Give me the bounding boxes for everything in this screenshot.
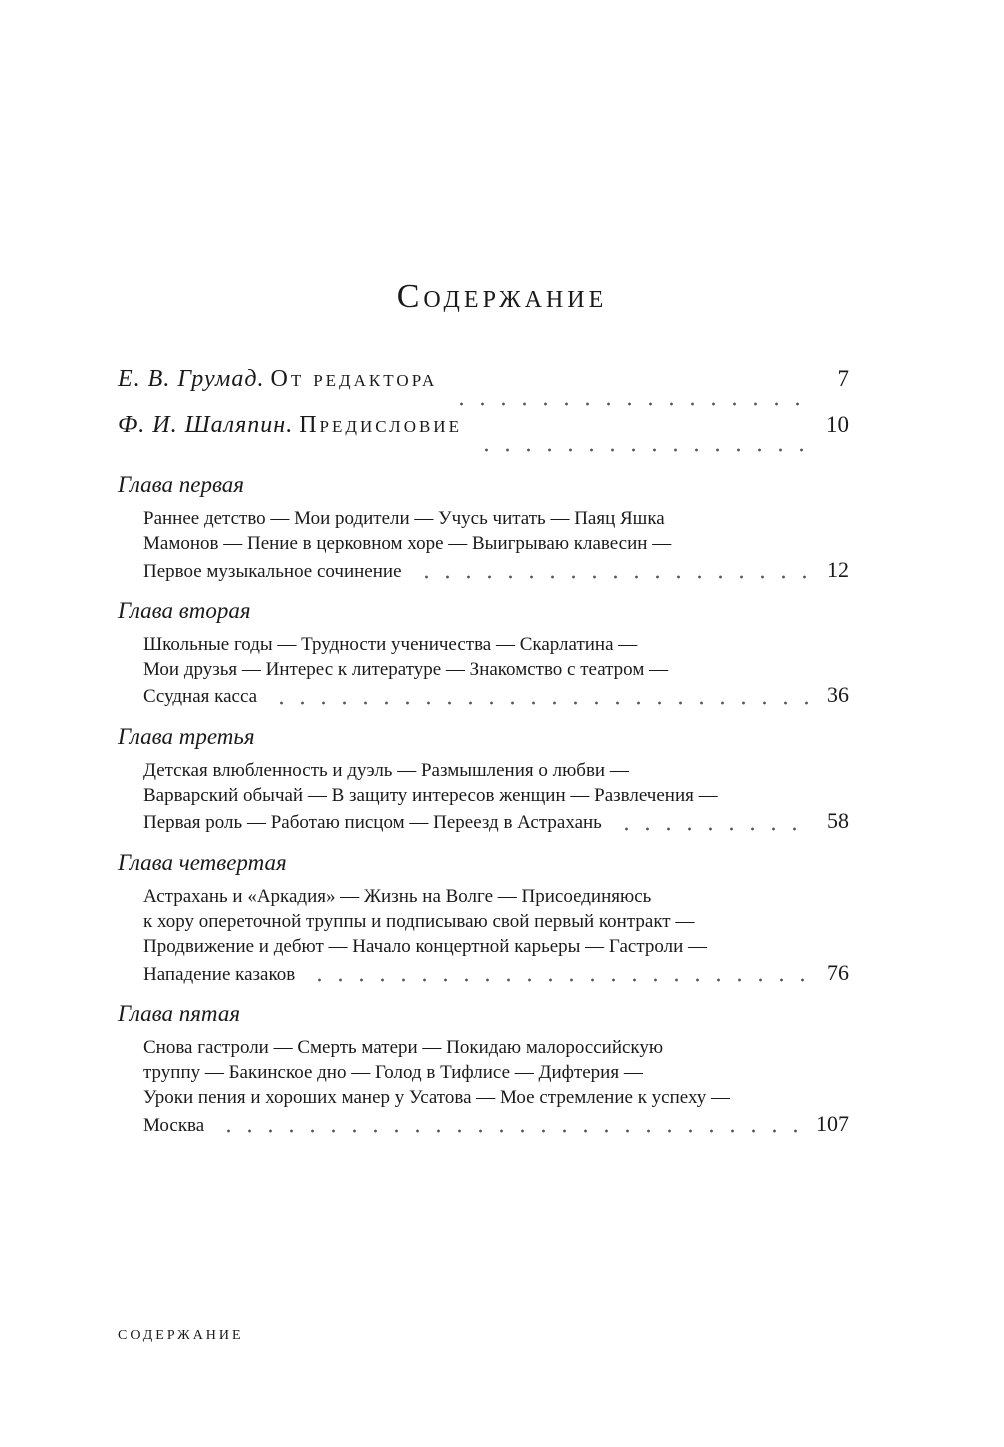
summary-last-line[interactable] bbox=[143, 1111, 849, 1138]
dot-leader bbox=[218, 1129, 802, 1133]
summary-line: Школьные годы — Трудности ученичества — Скарлатина — bbox=[143, 633, 638, 655]
summary-line: Уроки пения и хороших манер у Усатова — Мое стремление к успеху — bbox=[143, 1087, 730, 1109]
summary-line: Ссудная касса bbox=[143, 686, 258, 708]
summary-line: Раннее детство — Мои родители — Учусь читать — Паяц Яшка bbox=[143, 508, 665, 529]
summary-last-line[interactable] bbox=[143, 960, 849, 987]
page-number: 10 bbox=[826, 412, 849, 437]
chapter-2 bbox=[118, 598, 849, 710]
summary-line: Астрахань и «Аркадия» — Жизнь на Волге — Присоединяюсь bbox=[143, 885, 652, 907]
chapter-3 bbox=[118, 724, 849, 836]
summary-line: Детская влюбленность и дуэль — Размышления о любви — bbox=[143, 759, 629, 781]
chapter-title[interactable]: Глава вторая bbox=[118, 597, 251, 623]
chapter-title[interactable]: Глава третья bbox=[118, 723, 255, 749]
chapter-summary bbox=[143, 758, 849, 836]
entry-heading: От редактора bbox=[270, 366, 438, 392]
chapter-summary bbox=[143, 884, 849, 987]
summary-last-line[interactable] bbox=[143, 808, 849, 835]
summary-line: Снова гастроли — Смерть матери — Покидаю малороссийскую bbox=[143, 1036, 664, 1058]
summary-last-line[interactable] bbox=[143, 682, 849, 709]
dot-leader bbox=[616, 827, 813, 831]
running-footer: СОДЕРЖАНИЕ bbox=[118, 1328, 244, 1343]
chapter-title[interactable]: Глава первая bbox=[118, 472, 244, 497]
page-number: 76 bbox=[827, 959, 849, 985]
page-number: 7 bbox=[837, 366, 849, 391]
chapter-title[interactable]: Глава пятая bbox=[118, 1000, 241, 1026]
chapter-summary bbox=[143, 632, 849, 710]
toc-entry-editor[interactable] bbox=[118, 366, 849, 412]
dot-leader bbox=[451, 402, 815, 406]
summary-line: Варварский обычай — В защиту интересов женщин — Развлечения — bbox=[143, 785, 718, 807]
entry-heading: Предисловие bbox=[299, 412, 462, 438]
summary-line: труппу — Бакинское дно — Голод в Тифлисе — Дифтерия — bbox=[143, 1062, 643, 1084]
summary-line: Первое музыкальное сочинение bbox=[143, 560, 402, 582]
summary-line: Продвижение и дебют — Начало концертной карьеры — Гастроли — bbox=[143, 936, 707, 958]
summary-line: к хору опереточной труппы и подписываю свой первый контракт — bbox=[143, 910, 695, 932]
dot-leader bbox=[271, 701, 813, 705]
chapter-1 bbox=[118, 472, 849, 584]
toc-entry-preface[interactable] bbox=[118, 412, 849, 458]
page-number: 36 bbox=[827, 682, 849, 708]
chapter-title[interactable]: Глава четвертая bbox=[118, 849, 287, 875]
dot-leader bbox=[416, 575, 813, 579]
chapter-4 bbox=[118, 850, 849, 987]
summary-line: Мамонов — Пение в церковном хоре — Выигрываю клавесин — bbox=[143, 533, 672, 555]
entry-author: Е. В. Грумад. bbox=[118, 366, 265, 392]
dot-leader bbox=[476, 448, 812, 452]
page-number: 107 bbox=[816, 1110, 849, 1136]
summary-line: Нападение казаков bbox=[143, 963, 296, 985]
page-title: Содержание bbox=[396, 278, 608, 315]
dot-leader bbox=[309, 978, 813, 982]
summary-line: Первая роль — Работаю писцом — Переезд в Астрахань bbox=[143, 812, 602, 834]
summary-line: Мои друзья — Интерес к литературе — Знакомство с театром — bbox=[143, 659, 669, 681]
summary-last-line[interactable] bbox=[143, 557, 849, 584]
chapter-summary bbox=[143, 1035, 849, 1138]
chapter-summary bbox=[143, 506, 849, 584]
summary-line: Москва bbox=[143, 1114, 205, 1136]
table-of-contents bbox=[118, 366, 849, 1138]
entry-author: Ф. И. Шаляпин. bbox=[118, 412, 294, 438]
page-number: 12 bbox=[827, 556, 849, 582]
page-number: 58 bbox=[827, 808, 849, 834]
chapter-5 bbox=[118, 1001, 849, 1138]
